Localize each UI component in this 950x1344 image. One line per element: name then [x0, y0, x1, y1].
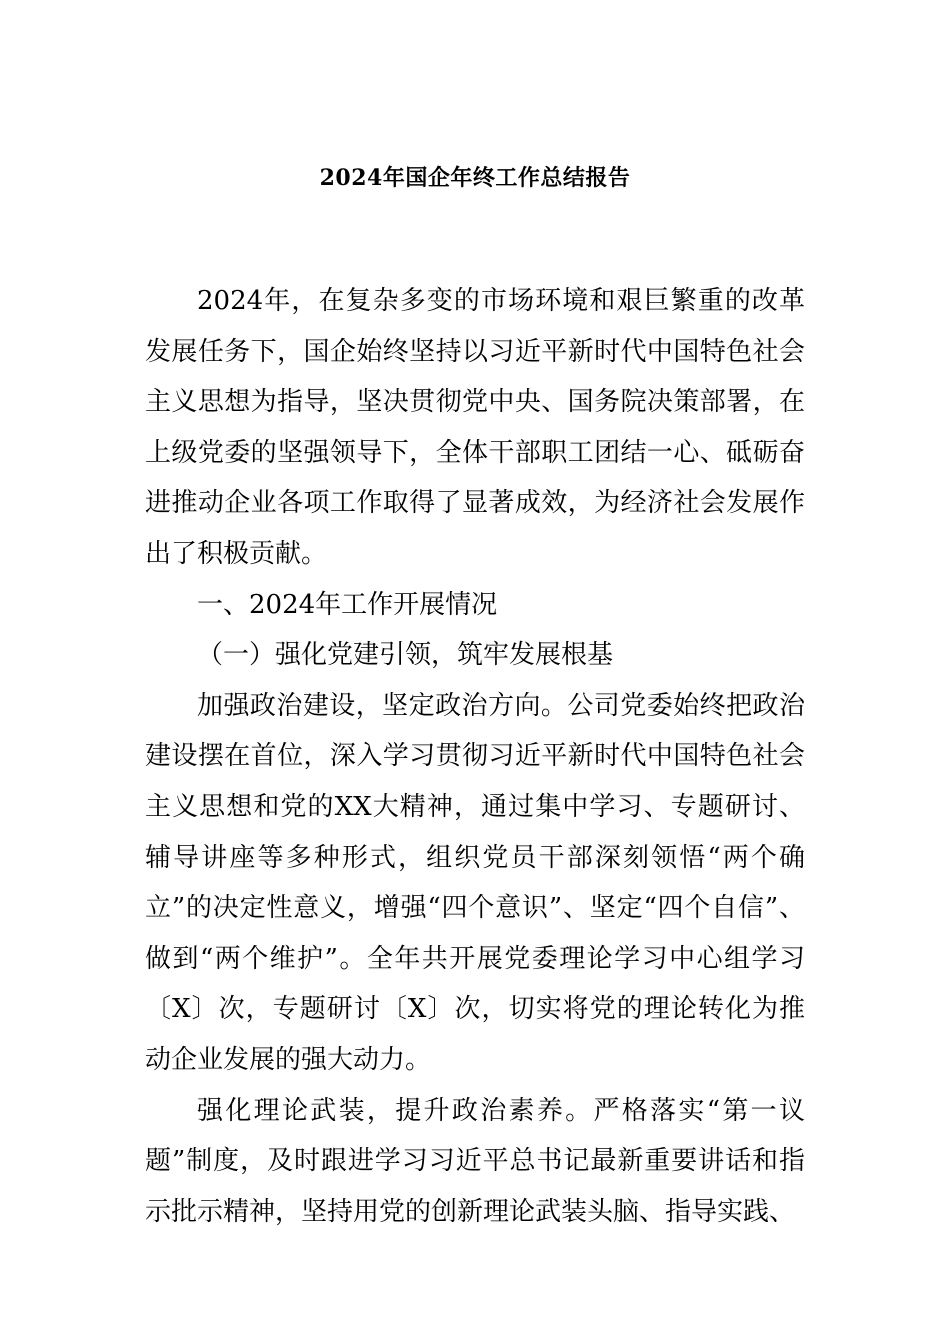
document-body [145, 276, 805, 1237]
body-paragraph: 强化理论武装，提升政治素养。严格落实“第一议题”制度，及时跟进学习习近平总书记最新重要讲话和指示批示精神，坚持用党的创新理论武装头脑、指导实践、 [145, 1095, 805, 1227]
intro-paragraph: 2024年，在复杂多变的市场环境和艰巨繁重的改革发展任务下，国企始终坚持以习近平新时代中国特色社会主义思想为指导，坚决贯彻党中央、国务院决策部署，在上级党委的坚强领导下，全体干部职工团结一心、砥砺奋进推动企业各项工作取得了显著成效，为经济社会发展作出了积极贡献。 [145, 286, 805, 569]
subsection-heading: （一）强化党建引领，筑牢发展根基 [197, 640, 614, 671]
body-paragraph: 加强政治建设，坚定政治方向。公司党委始终把政治建设摆在首位，深入学习贯彻习近平新时代中国特色社会主义思想和党的XX大精神，通过集中学习、专题研讨、辅导讲座等多种形式，组织党员干部深刻领悟“两个确立”的决定性意义，增强“四个意识”、坚定“四个自信”、做到“两个维护”。全年共开展党委理论学习中心组学习〔X〕次，专题研讨〔X〕次，切实将党的理论转化为推动企业发展的强大动力。 [145, 690, 805, 1075]
document-title: 2024年国企年终工作总结报告 [319, 165, 631, 191]
section-heading: 一、2024年工作开展情况 [197, 589, 498, 620]
